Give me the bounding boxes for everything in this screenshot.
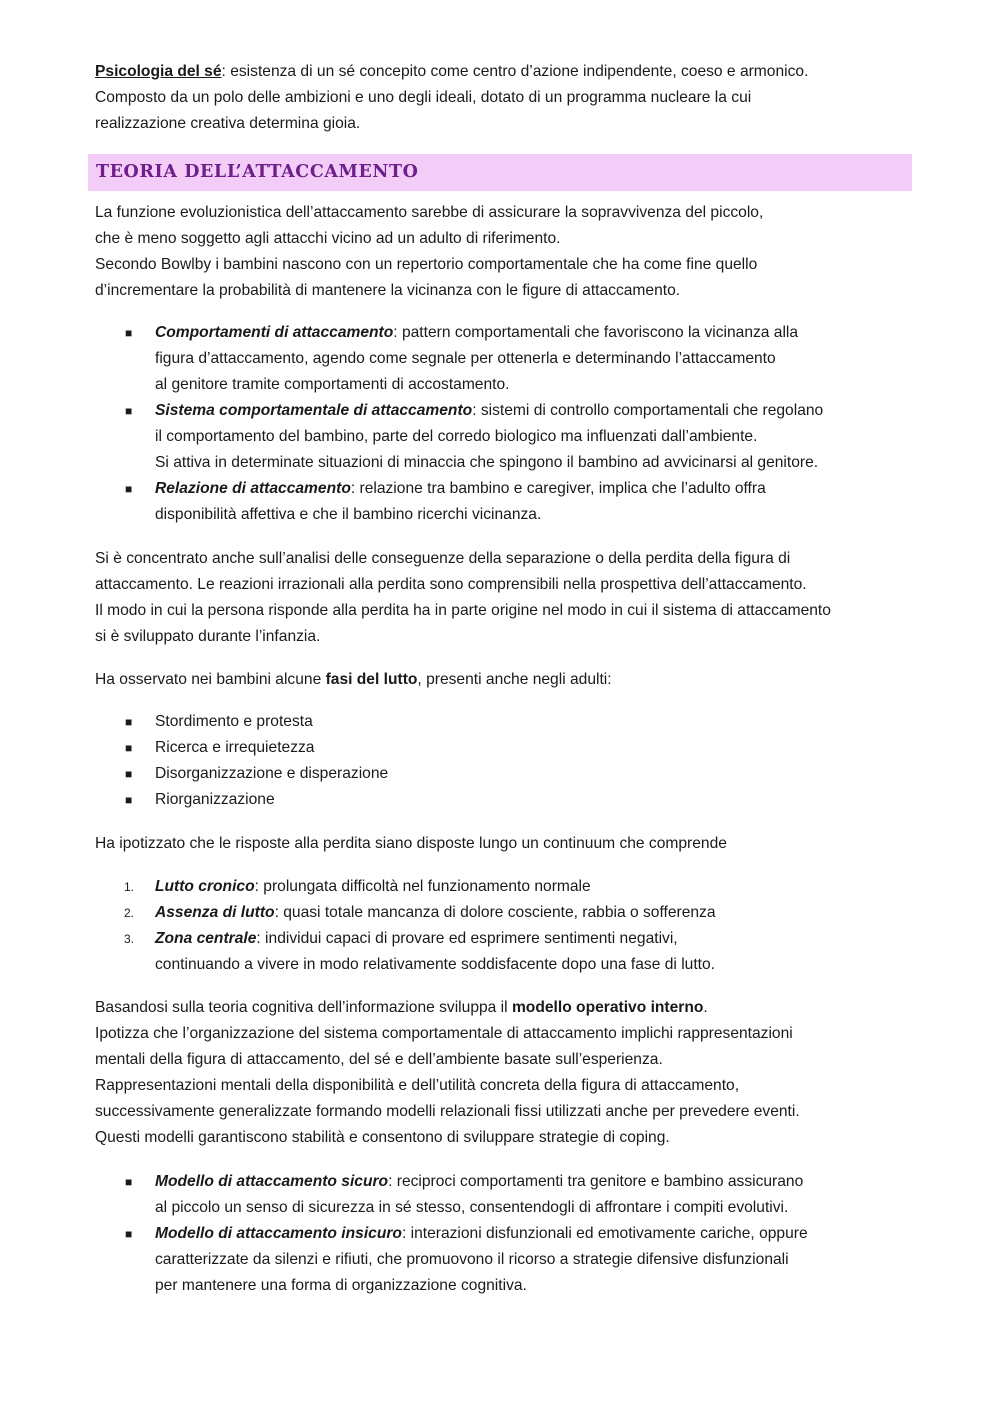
list-item-text: : pattern comportamentali che favoriscono la vicinanza alla: [393, 324, 799, 341]
list-item: [95, 787, 925, 813]
list-item-text: al genitore tramite comportamenti di accostamento.: [155, 376, 510, 393]
list-item-term: Assenza di lutto: [155, 904, 275, 921]
p2-line-1: Si è concentrato anche sull’analisi delle conseguenze della separazione o della perdita della figura di: [95, 550, 791, 567]
list-item-text: : interazioni disfunzionali ed emotivamente cariche, oppure: [401, 1225, 808, 1242]
paragraph-grief-phases-intro: [95, 667, 925, 693]
intro-term: Psicologia del sé: [95, 63, 222, 80]
intro-paragraph: [95, 59, 925, 137]
list-item: [95, 735, 925, 761]
list-number: 3.: [124, 932, 135, 946]
intro-line-1-text: : esistenza di un sé concepito come centro d’azione indipendente, coeso e armonico.: [221, 63, 809, 80]
p1-line-4: d’incrementare la probabilità di mantenere la vicinanza con le figure di attaccamento.: [95, 282, 681, 299]
list-item-term: Modello di attaccamento sicuro: [155, 1173, 389, 1190]
paragraph-attachment-function: [95, 200, 925, 304]
intro-line-3: realizzazione creativa determina gioia.: [95, 115, 361, 132]
list-item-text: : prolungata difficoltà nel funzionamento normale: [254, 878, 591, 895]
square-bullet-icon: ■: [125, 482, 133, 496]
list-item-term: Zona centrale: [155, 930, 257, 947]
list-item: [95, 761, 925, 787]
list-item-text: figura d’attaccamento, agendo come segnale per ottenerla e determinando l’attaccamento: [155, 350, 776, 367]
paragraph-separation-loss: [95, 546, 925, 650]
list-number: 2.: [124, 906, 135, 920]
grief-phases-list: [95, 709, 925, 813]
square-bullet-icon: ■: [125, 741, 133, 755]
p5-line-4: Rappresentazioni mentali della disponibilità e dell’utilità concreta della figura di attaccamento,: [95, 1077, 740, 1094]
list-item-term: Relazione di attaccamento: [155, 480, 351, 497]
square-bullet-icon: ■: [125, 1175, 133, 1189]
square-bullet-icon: ■: [125, 1227, 133, 1241]
list-item-term: Lutto cronico: [155, 878, 255, 895]
list-item-text: disponibilità affettiva e che il bambino ricerchi vicinanza.: [155, 506, 542, 523]
list-item: [95, 476, 925, 528]
p5-line-2: Ipotizza che l’organizzazione del sistema comportamentale di attaccamento implichi rappresentazioni: [95, 1025, 793, 1042]
list-item-text: Disorganizzazione e disperazione: [155, 765, 389, 782]
list-item-text: : relazione tra bambino e caregiver, implica che l’adulto offra: [350, 480, 766, 497]
p1-line-2: che è meno soggetto agli attacchi vicino ad un adulto di riferimento.: [95, 230, 561, 247]
p5-text-before: Basandosi sulla teoria cognitiva dell’informazione sviluppa il: [95, 999, 512, 1016]
p2-line-3: Il modo in cui la persona risponde alla perdita ha in parte origine nel modo in cui il sistema di attaccamento: [95, 602, 831, 619]
attachment-models-list: [95, 1169, 925, 1299]
list-item-text: Stordimento e protesta: [155, 713, 313, 730]
square-bullet-icon: ■: [125, 404, 133, 418]
list-item: [95, 709, 925, 735]
loss-responses-list: [95, 874, 925, 978]
list-item-term: Sistema comportamentale di attaccamento: [155, 402, 473, 419]
p5-line-6: Questi modelli garantiscono stabilità e consentono di sviluppare strategie di coping.: [95, 1129, 670, 1146]
attachment-concepts-list: [95, 320, 925, 528]
list-item-text: : reciproci comportamenti tra genitore e bambino assicurano: [388, 1173, 804, 1190]
p1-line-1: La funzione evoluzionistica dell’attaccamento sarebbe di assicurare la sopravvivenza del piccolo,: [95, 204, 764, 221]
p5-line-3: mentali della figura di attaccamento, del sé e dell’ambiente basate sull’esperienza.: [95, 1051, 663, 1068]
p3-text-before: Ha osservato nei bambini alcune: [95, 671, 326, 688]
paragraph-internal-working-model: [95, 995, 925, 1151]
list-item-text: : individui capaci di provare ed esprimere sentimenti negativi,: [256, 930, 678, 947]
list-item-text: il comportamento del bambino, parte del corredo biologico ma influenzati dall’ambiente.: [155, 428, 758, 445]
p3-bold-term: fasi del lutto: [325, 671, 418, 688]
p5-line-5: successivamente generalizzate formando modelli relazionali fissi utilizzati anche per prevedere eventi.: [95, 1103, 800, 1120]
list-item-text: al piccolo un senso di sicurezza in sé stesso, consentendogli di affrontare i compiti evolutivi.: [155, 1199, 789, 1216]
square-bullet-icon: ■: [125, 715, 133, 729]
list-item-text: : quasi totale mancanza di dolore cosciente, rabbia o sofferenza: [274, 904, 716, 921]
square-bullet-icon: ■: [125, 793, 133, 807]
p2-line-4: si è sviluppato durante l’infanzia.: [95, 628, 321, 645]
list-item-term: Comportamenti di attaccamento: [155, 324, 394, 341]
p5-text-after: .: [703, 999, 708, 1016]
p1-line-3: Secondo Bowlby i bambini nascono con un repertorio comportamentale che ha come fine quello: [95, 256, 758, 273]
p3-text-after: , presenti anche negli adulti:: [417, 671, 612, 688]
list-number: 1.: [124, 880, 135, 894]
list-item: [95, 926, 925, 978]
list-item: [95, 1169, 925, 1221]
list-item: [95, 900, 925, 926]
list-item-text: caratterizzate da silenzi e rifiuti, che promuovono il ricorso a strategie difensive disfunzionali: [155, 1251, 789, 1268]
paragraph-continuum-intro: Ha ipotizzato che le risposte alla perdita siano disposte lungo un continuum che comprende: [95, 835, 727, 852]
intro-line-2: Composto da un polo delle ambizioni e uno degli ideali, dotato di un programma nucleare la cui: [95, 89, 752, 106]
square-bullet-icon: ■: [125, 767, 133, 781]
section-heading: TEORIA DELL’ATTACCAMENTO: [96, 162, 419, 182]
list-item-text: Ricerca e irrequietezza: [155, 739, 315, 756]
p5-bold-term: modello operativo interno: [511, 999, 704, 1016]
intro-line-1: [95, 59, 925, 85]
list-item-text: : sistemi di controllo comportamentali che regolano: [472, 402, 824, 419]
list-item: [95, 320, 925, 398]
square-bullet-icon: ■: [125, 326, 133, 340]
list-item-text: Si attiva in determinate situazioni di minaccia che spingono il bambino ad avvicinarsi al genitore.: [155, 454, 819, 471]
list-item: [95, 874, 925, 900]
p5-line-1: [95, 995, 925, 1021]
list-item: [95, 1221, 925, 1299]
list-item-text: per mantenere una forma di organizzazione cognitiva.: [155, 1277, 527, 1294]
list-item-text: Riorganizzazione: [155, 791, 275, 808]
p2-line-2: attaccamento. Le reazioni irrazionali alla perdita sono comprensibili nella prospettiva dell’attaccamento.: [95, 576, 807, 593]
list-item-text: continuando a vivere in modo relativamente soddisfacente dopo una fase di lutto.: [155, 956, 716, 973]
list-item: [95, 398, 925, 476]
list-item-term: Modello di attaccamento insicuro: [155, 1225, 402, 1242]
